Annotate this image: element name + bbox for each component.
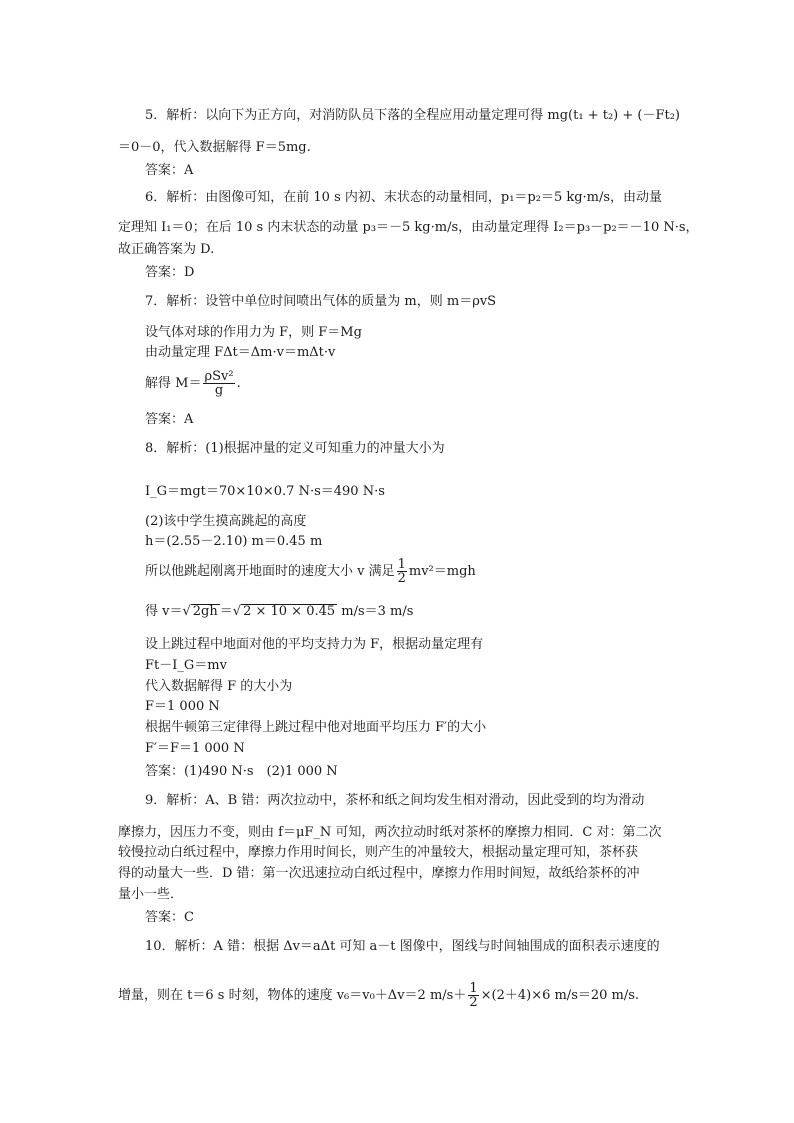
sqrt-icon: √ xyxy=(182,604,191,619)
q5-line2: ＝0－0，代入数据解得 F＝5mg. xyxy=(118,140,311,155)
q9-line4: 得的动量大一些．D 错：第一次迅速拉动白纸过程中，摩擦力作用时间短，故纸给茶杯的冲 xyxy=(118,866,640,881)
q8-line11: 根据牛顿第三定律得上跳过程中他对地面平均压力 F′的大小 xyxy=(145,720,487,735)
q8-half-fraction xyxy=(397,558,407,585)
q10-half-fraction xyxy=(468,982,478,1009)
q8-line5-suffix: mv²＝mgh xyxy=(408,564,476,579)
q8-half-den: 2 xyxy=(397,571,406,586)
q6-line1: 6．解析：由图像可知，在前 10 s 内初、末状态的动量相同，p₁＝p₂＝5 kg·m/s，由动量 xyxy=(145,190,663,205)
q8-line4: h＝(2.55－2.10) m＝0.45 m xyxy=(145,534,323,549)
q7-fraction xyxy=(203,370,234,397)
q8-line3: (2)该中学生摸高跳起的高度 xyxy=(145,514,307,529)
q7-frac-num: ρSv² xyxy=(204,369,234,384)
q9-line1: 9．解析：A、B 错：两次拉动中，茶杯和纸之间均发生相对滑动，因此受到的均为滑动 xyxy=(145,793,645,808)
q8-line5-prefix: 所以他跳起刚离开地面时的速度大小 v 满足 xyxy=(145,564,395,579)
q9-line5: 量小一些． xyxy=(118,887,184,902)
q7-line1: 7．解析：设管中单位时间喷出气体的质量为 m，则 m＝ρvS xyxy=(145,294,497,309)
q8-line8: Ft－I_G＝mv xyxy=(145,658,227,673)
q9-line2: 摩擦力，因压力不变，则由 f＝μF_N 可知，两次拉动时纸对茶杯的摩擦力相同．C 对：第二次 xyxy=(118,825,662,840)
q8-line5 xyxy=(145,558,476,585)
q8-half-num: 1 xyxy=(397,557,406,572)
q8-line9: 代入数据解得 F 的大小为 xyxy=(145,679,293,694)
q8-sqrt1: 2gh xyxy=(192,604,218,619)
q10-line2-suffix: ×(2＋4)×6 m/s＝20 m/s. xyxy=(480,988,640,1003)
q8-line6 xyxy=(145,604,413,620)
q7-line2: 设气体对球的作用力为 F，则 F＝Mg xyxy=(145,325,362,340)
q5-answer: 答案：A xyxy=(145,163,194,178)
q8-line1: 8．解析：(1)根据冲量的定义可知重力的冲量大小为 xyxy=(145,441,445,456)
q8-line6-prefix: 得 v＝ xyxy=(145,604,183,619)
q9-line3: 较慢拉动白纸过程中，摩擦力作用时间长，则产生的冲量较大，根据动量定理可知，茶杯获 xyxy=(118,845,639,860)
sqrt-icon: √ xyxy=(232,604,242,619)
q8-line6-mid: ＝ xyxy=(219,604,233,619)
q6-answer: 答案：D xyxy=(145,265,195,280)
q7-solve-suffix: . xyxy=(236,376,241,391)
q10-line1: 10．解析：A 错：根据 Δv＝aΔt 可知 a－t 图像中，图线与时间轴围成的面积表示速度的 xyxy=(145,939,660,954)
q6-line3: 故正确答案为 D. xyxy=(118,242,215,257)
q10-half-num: 1 xyxy=(469,981,478,996)
q5-line1: 5．解析：以向下为正方向，对消防队员下落的全程应用动量定理可得 mg(t₁ + t₂) + (－Ft₂) xyxy=(145,108,680,123)
q10-half-den: 2 xyxy=(469,995,478,1010)
q6-line2: 定理知 I₁＝0；在后 10 s 内末状态的动量 p₃＝－5 kg·m/s，由动量定理得 I₂＝p₃－p₂＝－10 N·s， xyxy=(118,220,699,235)
q8-line10: F＝1 000 N xyxy=(145,699,220,714)
q7-frac-den: g xyxy=(214,383,224,398)
q7-solve-prefix: 解得 M＝ xyxy=(145,376,202,391)
q8-line7: 设上跳过程中地面对他的平均支持力为 F，根据动量定理有 xyxy=(145,637,484,652)
q7-line3: 由动量定理 FΔt＝Δm·v＝mΔt·v xyxy=(145,345,336,360)
q7-answer: 答案：A xyxy=(145,412,194,427)
q9-answer: 答案：C xyxy=(145,910,194,925)
q7-solve-line xyxy=(145,370,241,397)
q8-line6-suffix: m/s＝3 m/s xyxy=(337,604,414,619)
q10-line2 xyxy=(118,982,639,1009)
q10-line2-prefix: 增量，则在 t＝6 s 时刻，物体的速度 v₆＝v₀＋Δv＝2 m/s＋ xyxy=(118,988,467,1003)
q8-sqrt2: 2 × 10 × 0.45 xyxy=(243,604,336,619)
q8-line12: F′＝F＝1 000 N xyxy=(145,741,245,756)
q8-answer: 答案：(1)490 N·s (2)1 000 N xyxy=(145,764,338,779)
q8-line2: I_G＝mgt＝70×10×0.7 N·s＝490 N·s xyxy=(145,484,385,499)
